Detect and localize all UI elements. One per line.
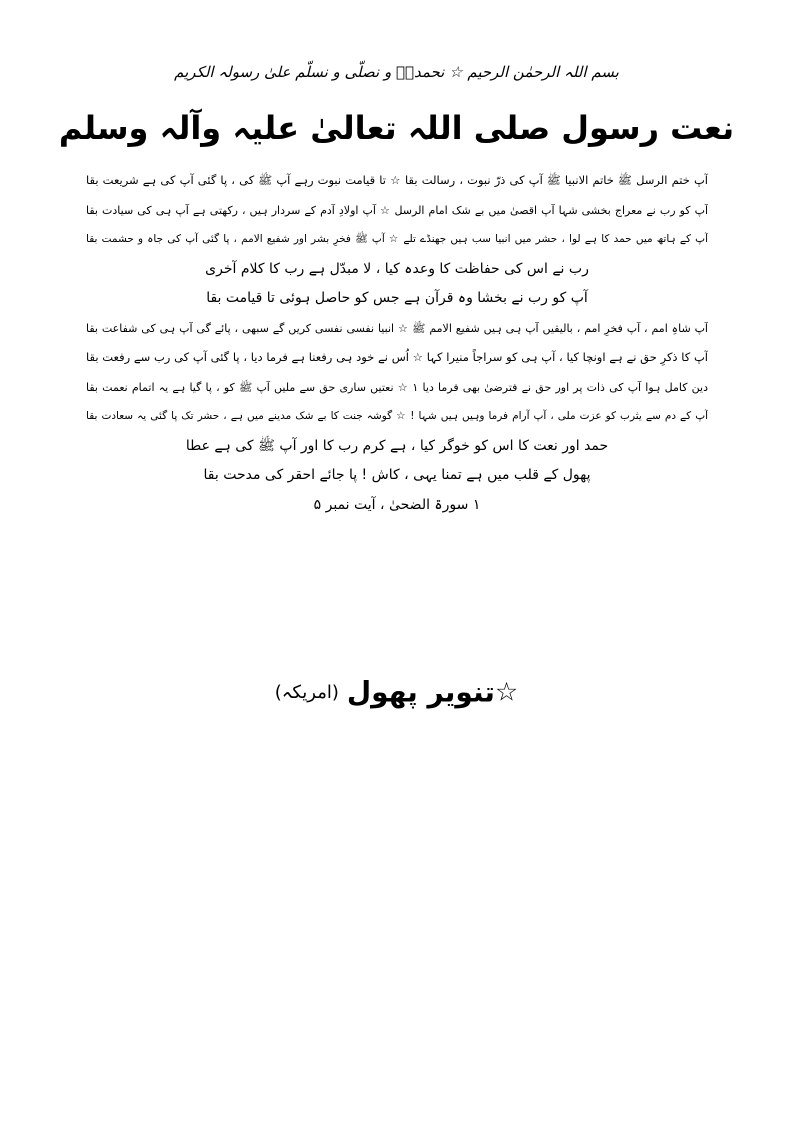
verse-line: آپ کا ذکرِ حق نے ہے اونچا کیا ، آپ ہی کو سراجاً منیرا کہا ☆ اُس نے خود ہی رفعنا ہے فرما دیا ، پا گئی آپ کی رب سے رفعت بقا bbox=[86, 350, 708, 364]
poet-location: (امریکہ) bbox=[274, 681, 339, 703]
star-icon: ☆ bbox=[494, 677, 519, 708]
verse-line: پھول کے قلب میں ہے تمنا یہی ، کاش ! پا جائے احقر کی مدحت بقا bbox=[203, 467, 591, 483]
page-title: نعت رسول صلی اللہ تعالیٰ علیہ وآلہ وسلم bbox=[58, 109, 735, 147]
verse-line: آپ کے ہاتھ میں حمد کا ہے لوا ، حشر میں انبیا سب ہیں جھنڈے تلے ☆ آپ ﷺ فخرِ بشر اور شفیع الامم ، پا گئی آپ کی جاہ و حشمت بقا bbox=[86, 233, 708, 245]
verse-line: حمد اور نعت کا اس کو خوگر کیا ، ہے کرم رب کا اور آپ ﷺ کی ہے عطا bbox=[185, 437, 609, 454]
verse-line: آپ شاہِ امم ، آپ فخرِ امم ، بالیقیں آپ ہی ہیں شفیع الامم ﷺ ☆ انبیا نفسی نفسی کریں گے سبھی ، پائے گی آپ ہی کی شفاعت بقا bbox=[86, 321, 708, 335]
verse-line: آپ کو رب نے معراج بخشی شہا آپ اقصیٰ میں بے شک امام الرسل ☆ آپ اولادِ آدم کے سردار ہیں ، رکھتی ہے آپ ہی کی سیادت بقا bbox=[86, 203, 708, 217]
verse-line: آپ کے دم سے یثرب کو عزت ملی ، آپ آرام فرما وہیں ہیں شہا ! ☆ گوشہ جنت کا بے شک مدینے میں ہے ، حشر تک پا گئی یہ سعادت بقا bbox=[86, 410, 708, 422]
verse-line: دین کامل ہوا آپ کی ذات پر اور حق نے فترضیٰ بھی فرما دیا ۱ ☆ نعتیں ساری حق سے ملیں آپ ﷺ کو ، پا گیا ہے یہ اتمام نعمت بقا bbox=[86, 380, 708, 394]
poet-signature bbox=[0, 668, 793, 717]
naat-verses bbox=[86, 166, 708, 520]
poet-name: تنویر پھول bbox=[346, 675, 495, 709]
bismillah-header: بسم اللہ الرحمٰن الرحیم ☆ نحمدہٗ و نصلّی و نسلّم علیٰ رسولہ الکریم bbox=[174, 63, 619, 81]
verse-line: آپ کو رب نے بخشا وہ قرآن ہے جس کو حاصل ہوئی تا قیامت بقا bbox=[206, 290, 588, 306]
verse-line: رب نے اس کی حفاظت کا وعدہ کیا ، لا مبدّل ہے رب کا کلام آخری bbox=[205, 260, 589, 277]
verse-line: آپ ختم الرسل ﷺ خاتم الانبیا ﷺ آپ کی ذرّ نبوت ، رسالت بقا ☆ تا قیامت نبوت رہے آپ ﷺ کی ، پا گئی آپ کی ہے شریعت بقا bbox=[86, 173, 708, 187]
verse-line: ۱ سورۃ الضحیٰ ، آیت نمبر ۵ bbox=[313, 496, 481, 513]
